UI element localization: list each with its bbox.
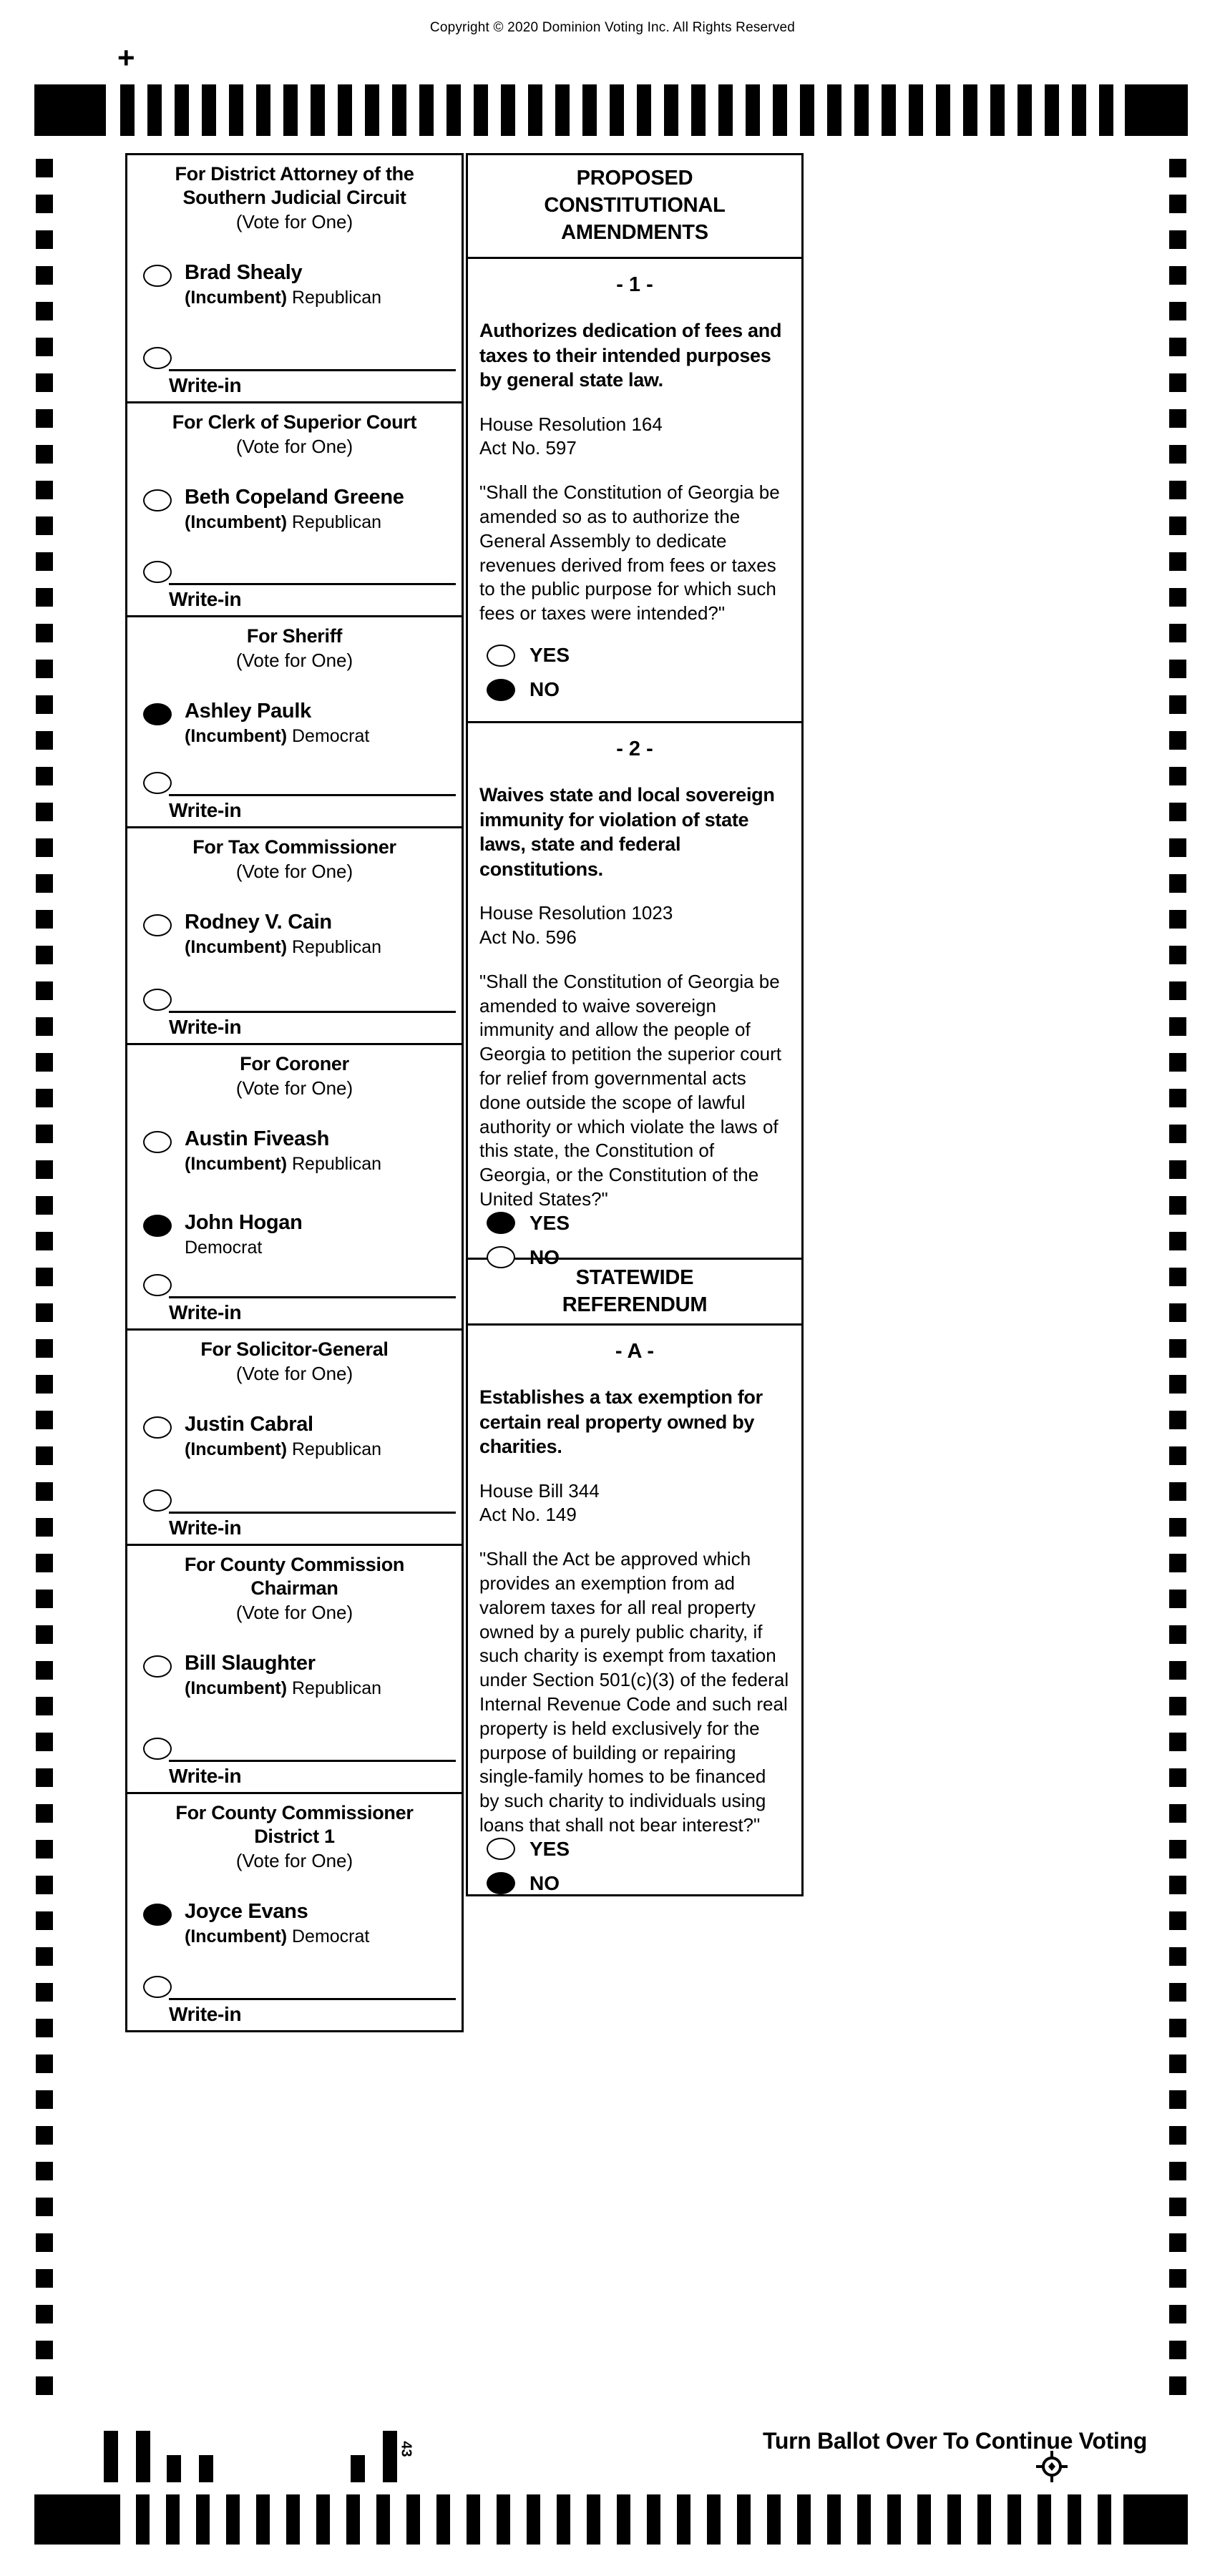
write-in-oval-row bbox=[143, 1973, 452, 1998]
no-label: NO bbox=[529, 1871, 560, 1894]
stub-bar bbox=[104, 2431, 118, 2482]
stub-number: 43 bbox=[398, 2441, 414, 2457]
write-in-oval[interactable] bbox=[143, 347, 172, 369]
candidate-oval[interactable] bbox=[143, 1655, 172, 1678]
write-in-line[interactable] bbox=[169, 794, 456, 796]
write-in-label: Write-in bbox=[169, 588, 242, 610]
write-in-label: Write-in bbox=[169, 1517, 242, 1539]
stub-bar bbox=[136, 2431, 150, 2482]
no-choice-row bbox=[487, 1872, 801, 1895]
stub-bar bbox=[383, 2431, 397, 2482]
write-in-line[interactable] bbox=[169, 1512, 456, 1514]
write-in-oval[interactable] bbox=[143, 1274, 172, 1296]
write-in-area[interactable] bbox=[169, 794, 456, 822]
write-in-oval[interactable] bbox=[143, 1489, 172, 1512]
contest-solicitor-general bbox=[125, 1328, 464, 1546]
yes-label: YES bbox=[529, 644, 570, 666]
yes-oval[interactable] bbox=[487, 1212, 515, 1234]
contest-clerk-superior-court bbox=[125, 401, 464, 617]
contest-county-commission-chairman bbox=[125, 1544, 464, 1794]
stub-bar bbox=[167, 2455, 181, 2482]
candidate-info bbox=[185, 486, 404, 533]
write-in-area[interactable] bbox=[169, 1296, 456, 1324]
candidate-row bbox=[143, 1212, 452, 1258]
vote-for-instruction: (Vote for One) bbox=[235, 649, 353, 671]
candidate-party: (Incumbent) Republican bbox=[185, 1678, 382, 1698]
referendum-header-text: STATEWIDE REFERENDUM bbox=[562, 1265, 708, 1316]
candidate-row bbox=[143, 486, 452, 533]
candidate-oval[interactable] bbox=[143, 1416, 172, 1439]
candidate-party: (Incumbent) Republican bbox=[185, 511, 382, 532]
timing-block-right bbox=[1123, 2494, 1188, 2545]
candidate-party: (Incumbent) Republican bbox=[185, 1153, 382, 1174]
vote-for-instruction: (Vote for One) bbox=[235, 1601, 353, 1623]
write-in-oval-row bbox=[143, 986, 452, 1011]
measure-number: - 2 - bbox=[616, 738, 653, 760]
measure-summary: Waives state and local sovereign immunity for violation of state laws, state and federal constitutions. bbox=[479, 784, 775, 880]
legislation-bill: House Bill 344 bbox=[479, 1479, 600, 1502]
candidate-oval[interactable] bbox=[143, 914, 172, 936]
contest-coroner bbox=[125, 1043, 464, 1331]
measure-legislation bbox=[479, 901, 790, 950]
write-in-label: Write-in bbox=[169, 1765, 242, 1787]
candidate-party: (Incumbent) Republican bbox=[185, 1439, 382, 1459]
contest-county-commissioner-district-1 bbox=[125, 1792, 464, 2032]
timing-marks bbox=[120, 84, 1116, 136]
vote-for-instruction: (Vote for One) bbox=[235, 1077, 353, 1099]
candidate-row bbox=[143, 1901, 452, 1947]
vote-for-instruction: (Vote for One) bbox=[235, 860, 353, 882]
measure-number: - A - bbox=[615, 1340, 655, 1363]
contest-title: For Solicitor-General bbox=[200, 1338, 389, 1360]
write-in-oval-row bbox=[143, 1735, 452, 1760]
copyright-notice: Copyright © 2020 Dominion Voting Inc. All Rights Reserved bbox=[429, 20, 796, 35]
candidate-party: (Incumbent) Democrat bbox=[185, 1926, 370, 1946]
right-edge-timing-marks bbox=[1169, 159, 1186, 2395]
contest-title: For Sheriff bbox=[246, 625, 343, 647]
candidate-info bbox=[185, 262, 381, 308]
left-edge-timing-marks bbox=[36, 159, 53, 2395]
stub-bar bbox=[351, 2455, 365, 2482]
write-in-line[interactable] bbox=[169, 583, 456, 585]
write-in-area[interactable] bbox=[169, 1512, 456, 1539]
measure-number: - 1 - bbox=[616, 273, 653, 296]
measure-choices bbox=[468, 1838, 801, 1906]
write-in-label: Write-in bbox=[169, 374, 242, 396]
no-oval[interactable] bbox=[487, 1246, 515, 1268]
candidate-party: (Incumbent) Republican bbox=[185, 287, 382, 308]
candidate-oval[interactable] bbox=[143, 265, 172, 287]
registration-target-icon bbox=[1035, 2449, 1069, 2484]
amendments-header-text: PROPOSED CONSTITUTIONAL AMENDMENTS bbox=[544, 167, 726, 244]
candidate-oval[interactable] bbox=[143, 1215, 172, 1237]
write-in-label: Write-in bbox=[169, 2003, 242, 2025]
contest-title: For County Commission Chairman bbox=[184, 1554, 405, 1599]
measure-summary: Establishes a tax exemption for certain real property owned by charities. bbox=[479, 1386, 763, 1458]
contest-title: For District Attorney of the Southern Judicial Circuit bbox=[175, 163, 414, 208]
contest-title: For County Commissioner District 1 bbox=[175, 1802, 414, 1847]
turn-ballot-over-text: Turn Ballot Over To Continue Voting bbox=[763, 2428, 1148, 2454]
candidate-party: Democrat bbox=[185, 1237, 263, 1258]
write-in-oval-row bbox=[143, 769, 452, 794]
legislation-act: Act No. 597 bbox=[479, 437, 577, 459]
measure-choices bbox=[468, 644, 801, 712]
no-label: NO bbox=[529, 1245, 560, 1268]
measures-column bbox=[466, 153, 804, 1896]
write-in-oval-row bbox=[143, 1487, 452, 1512]
candidate-name: Brad Shealy bbox=[185, 260, 303, 284]
candidate-info bbox=[185, 911, 381, 958]
write-in-area[interactable] bbox=[169, 583, 456, 611]
contest-sheriff bbox=[125, 615, 464, 828]
write-in-oval[interactable] bbox=[143, 561, 172, 583]
referendum-a bbox=[466, 1323, 804, 1896]
vote-for-instruction: (Vote for One) bbox=[235, 1849, 353, 1871]
measure-legislation bbox=[479, 1479, 790, 1528]
write-in-line[interactable] bbox=[169, 1296, 456, 1298]
yes-oval[interactable] bbox=[487, 1838, 515, 1860]
top-timing-mark-band bbox=[34, 84, 1188, 136]
timing-block-left bbox=[34, 2494, 120, 2545]
vote-for-instruction: (Vote for One) bbox=[235, 210, 353, 232]
write-in-oval[interactable] bbox=[143, 772, 172, 794]
candidate-info bbox=[185, 1128, 381, 1175]
candidate-info bbox=[185, 700, 369, 747]
candidate-row bbox=[143, 1652, 452, 1699]
legislation-act: Act No. 149 bbox=[479, 1504, 577, 1526]
write-in-oval-row bbox=[143, 344, 452, 369]
contest-tax-commissioner bbox=[125, 826, 464, 1045]
amendments-header bbox=[466, 153, 804, 259]
candidate-name: Bill Slaughter bbox=[185, 1651, 316, 1675]
candidate-row bbox=[143, 262, 452, 308]
yes-choice-row bbox=[487, 1212, 801, 1235]
contest-district-attorney bbox=[125, 153, 464, 403]
candidate-name: Ashley Paulk bbox=[185, 699, 311, 723]
vote-for-instruction: (Vote for One) bbox=[235, 435, 353, 457]
write-in-oval[interactable] bbox=[143, 1738, 172, 1760]
write-in-area[interactable] bbox=[169, 1011, 456, 1039]
stub-bar bbox=[199, 2455, 213, 2482]
contest-title: For Clerk of Superior Court bbox=[172, 411, 417, 433]
write-in-line[interactable] bbox=[169, 1011, 456, 1013]
candidate-party: (Incumbent) Democrat bbox=[185, 725, 370, 746]
no-choice-row bbox=[487, 678, 801, 701]
candidate-oval[interactable] bbox=[143, 703, 172, 725]
measure-question: "Shall the Constitution of Georgia be amended so as to authorize the General Assembly to dedicate revenues derived from fees or taxes to the public purpose for which such fees or taxes were intended?" bbox=[479, 481, 780, 625]
timing-block-right bbox=[1125, 84, 1188, 136]
candidate-info bbox=[185, 1652, 381, 1699]
measure-question: "Shall the Constitution of Georgia be amended to waive sovereign immunity and allow the people of Georgia to petition the superior court for relief from governmental acts done outside the scope of lawful authority or which violate the laws of this state, the Constitution of Georgia, or the Constitution of the United States?" bbox=[479, 970, 782, 1210]
candidate-row bbox=[143, 1128, 452, 1175]
yes-label: YES bbox=[529, 1211, 570, 1234]
candidate-name: Justin Cabral bbox=[185, 1412, 313, 1436]
candidate-row bbox=[143, 700, 452, 747]
candidate-party: (Incumbent) Republican bbox=[185, 936, 382, 957]
candidate-name: John Hogan bbox=[185, 1210, 303, 1234]
yes-choice-row bbox=[487, 644, 801, 667]
write-in-line[interactable] bbox=[169, 1760, 456, 1762]
legislation-resolution: House Resolution 164 bbox=[479, 413, 663, 435]
write-in-area[interactable] bbox=[169, 369, 456, 397]
timing-marks bbox=[136, 2494, 1116, 2545]
no-label: NO bbox=[529, 678, 560, 700]
write-in-label: Write-in bbox=[169, 799, 242, 821]
ballot-stub-barcode bbox=[0, 2431, 444, 2482]
no-oval[interactable] bbox=[487, 679, 515, 701]
write-in-oval[interactable] bbox=[143, 1976, 172, 1998]
candidate-name: Joyce Evans bbox=[185, 1899, 308, 1923]
measure-legislation bbox=[479, 413, 790, 461]
candidate-info bbox=[185, 1901, 369, 1947]
candidate-name: Austin Fiveash bbox=[185, 1127, 330, 1150]
write-in-line[interactable] bbox=[169, 369, 456, 371]
yes-choice-row bbox=[487, 1838, 801, 1861]
candidate-oval[interactable] bbox=[143, 1131, 172, 1153]
vote-for-instruction: (Vote for One) bbox=[235, 1362, 353, 1384]
no-oval[interactable] bbox=[487, 1872, 515, 1894]
contest-column bbox=[125, 153, 464, 2032]
candidate-info bbox=[185, 1212, 303, 1258]
amendment-1 bbox=[466, 257, 804, 723]
write-in-oval-row bbox=[143, 558, 452, 583]
contest-title: For Tax Commissioner bbox=[192, 836, 396, 858]
yes-oval[interactable] bbox=[487, 645, 515, 667]
contest-title: For Coroner bbox=[240, 1053, 349, 1074]
timing-block-left bbox=[34, 84, 106, 136]
candidate-oval[interactable] bbox=[143, 1904, 172, 1926]
write-in-label: Write-in bbox=[169, 1016, 242, 1038]
write-in-label: Write-in bbox=[169, 1301, 242, 1323]
measure-summary: Authorizes dedication of fees and taxes to their intended purposes by general state law. bbox=[479, 320, 782, 391]
write-in-oval[interactable] bbox=[143, 989, 172, 1011]
candidate-oval[interactable] bbox=[143, 489, 172, 511]
candidate-info bbox=[185, 1414, 381, 1460]
write-in-oval-row bbox=[143, 1271, 452, 1296]
candidate-row bbox=[143, 911, 452, 958]
yes-label: YES bbox=[529, 1837, 570, 1860]
candidate-name: Rodney V. Cain bbox=[185, 910, 332, 934]
registration-plus-mark: + bbox=[117, 41, 135, 74]
bottom-timing-mark-band bbox=[34, 2494, 1188, 2545]
legislation-resolution: House Resolution 1023 bbox=[479, 902, 673, 924]
legislation-act: Act No. 596 bbox=[479, 926, 577, 948]
amendment-2 bbox=[466, 721, 804, 1268]
candidate-row bbox=[143, 1414, 452, 1460]
write-in-area[interactable] bbox=[169, 1998, 456, 2026]
measure-question: "Shall the Act be approved which provides an exemption from ad valorem taxes for all real property owned by a purely public charity, if such charity is exempt from taxation under Section 501(c)(3) of the federal Internal Revenue Code and such real property is held exclusively for the purpose of building or repairing single-family homes to be financed by such charity to individuals using loans that shall not bear interest?" bbox=[479, 1548, 789, 1836]
write-in-line[interactable] bbox=[169, 1998, 456, 2000]
write-in-area[interactable] bbox=[169, 1760, 456, 1788]
candidate-name: Beth Copeland Greene bbox=[185, 485, 404, 509]
